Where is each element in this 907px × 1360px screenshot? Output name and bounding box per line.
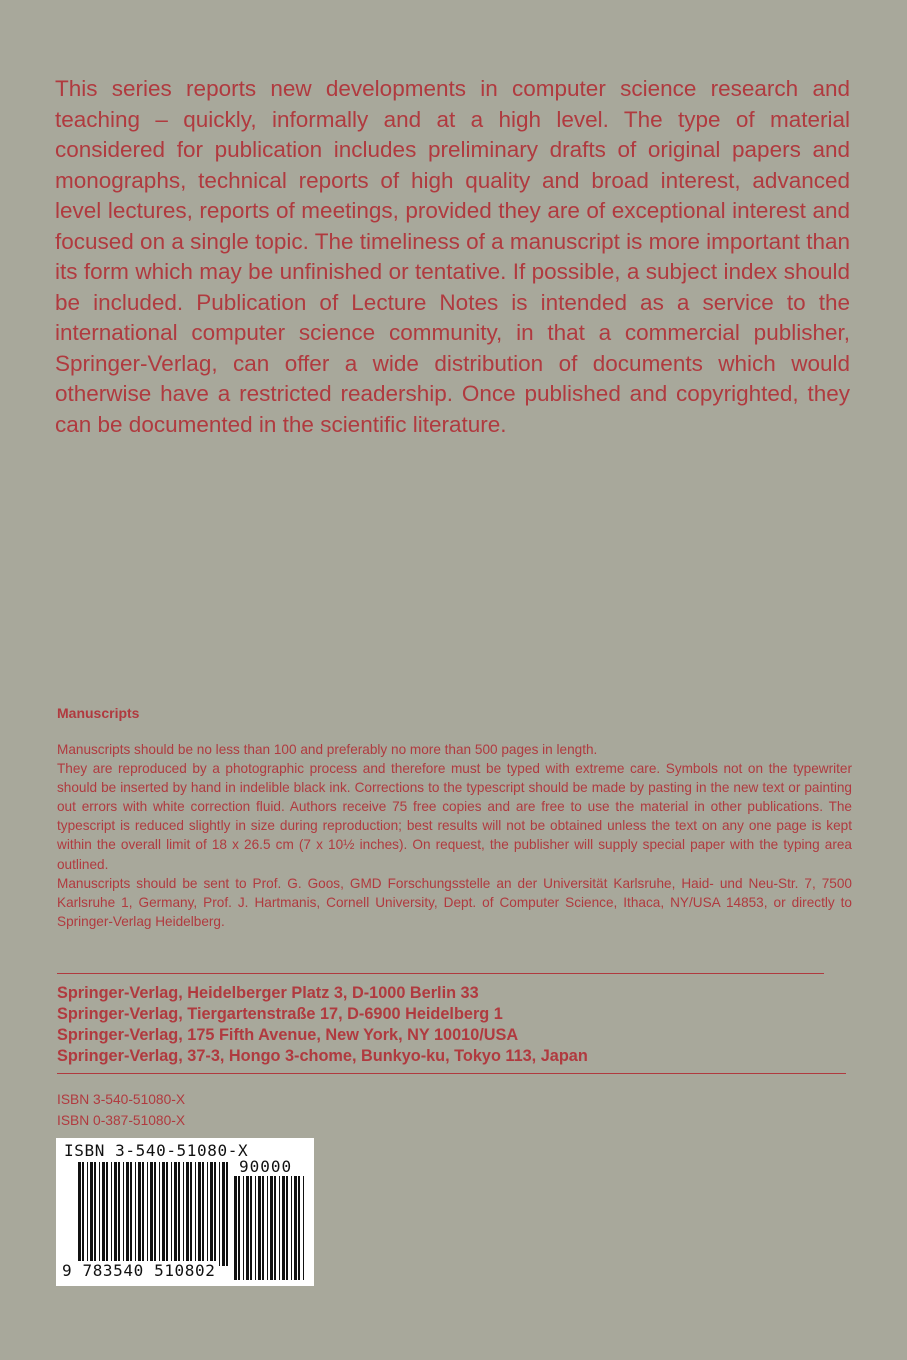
- manuscripts-typing-paragraph: They are reproduced by a photographic process and therefore must be typed with extreme care. Symbols not on the typewriter should be inserted by hand in indelible black ink. Corrections to the typescript should be made by pasting in the new text or painting out errors with white correction fluid. Authors receive 75 free copies and are free to use the material in other publications. The typescript is reduced slightly in size during reproduction; best results will not be obtained unless the text on any one page is kept within the overall limit of 18 x 26.5 cm (7 x 10½ inches). On request, the publisher will supply special paper with the typing area outlined.: [57, 761, 852, 872]
- isbn-springer-new-york: ISBN 0-387-51080-X: [57, 1113, 186, 1128]
- barcode-bar: [207, 1162, 208, 1266]
- barcode: [56, 1138, 314, 1286]
- barcode-bar: [171, 1162, 172, 1266]
- barcode-bar: [82, 1162, 84, 1266]
- barcode-bar: [114, 1162, 117, 1266]
- barcode-bar: [303, 1176, 304, 1280]
- barcode-bar: [226, 1162, 228, 1266]
- barcode-bar: [154, 1162, 156, 1266]
- barcode-bar: [255, 1176, 256, 1280]
- barcode-bar: [291, 1176, 292, 1280]
- address-tokyo: Springer-Verlag, 37-3, Hongo 3-chome, Bunkyo-ku, Tokyo 113, Japan: [57, 1047, 588, 1065]
- barcode-bar: [214, 1162, 216, 1266]
- barcode-bar: [210, 1162, 213, 1266]
- barcode-bar: [90, 1162, 93, 1266]
- barcode-bar: [147, 1162, 148, 1266]
- divider-top: [57, 973, 824, 974]
- barcode-bar: [243, 1176, 244, 1280]
- barcode-bar: [106, 1162, 108, 1266]
- barcode-bar: [150, 1162, 153, 1266]
- barcode-bar: [250, 1176, 252, 1280]
- barcode-bar: [219, 1162, 220, 1266]
- barcode-bar: [262, 1176, 264, 1280]
- barcode-addon-digits: 90000: [239, 1157, 293, 1176]
- barcode-bar: [99, 1162, 100, 1266]
- barcode-bar: [282, 1176, 285, 1280]
- barcode-bar: [159, 1162, 160, 1266]
- barcode-bar: [142, 1162, 144, 1266]
- barcode-bar: [130, 1162, 132, 1266]
- barcode-bar: [111, 1162, 112, 1266]
- barcode-bar: [94, 1162, 96, 1266]
- barcode-bar: [190, 1162, 192, 1266]
- barcode-bar: [234, 1176, 237, 1280]
- manuscripts-section: [57, 740, 852, 931]
- barcode-bar: [123, 1162, 124, 1266]
- barcode-bar: [294, 1176, 297, 1280]
- barcode-bar: [270, 1176, 273, 1280]
- barcode-bar: [174, 1162, 177, 1266]
- publisher-addresses: [57, 983, 588, 1067]
- barcode-bar: [87, 1162, 88, 1266]
- address-heidelberg: Springer-Verlag, Tiergartenstraße 17, D-6900 Heidelberg 1: [57, 1005, 503, 1023]
- barcode-bar: [186, 1162, 189, 1266]
- barcode-bar: [298, 1176, 300, 1280]
- manuscripts-length-paragraph: Manuscripts should be no less than 100 and preferably no more than 500 pages in length.: [57, 742, 598, 757]
- barcode-bar: [102, 1162, 105, 1266]
- isbn-list: [57, 1089, 185, 1131]
- barcode-bar: [126, 1162, 129, 1266]
- barcode-bar: [238, 1176, 240, 1280]
- barcode-bar: [135, 1162, 136, 1266]
- isbn-springer-berlin: ISBN 3-540-51080-X: [57, 1092, 186, 1107]
- barcode-bar: [198, 1162, 201, 1266]
- barcode-bar: [162, 1162, 165, 1266]
- address-berlin: Springer-Verlag, Heidelberger Platz 3, D-1000 Berlin 33: [57, 984, 479, 1002]
- barcode-bar: [286, 1176, 288, 1280]
- divider-bottom: [57, 1073, 846, 1074]
- manuscripts-submission-paragraph: Manuscripts should be sent to Prof. G. Goos, GMD Forschungsstelle an der Universität Karlsruhe, Haid- und Neu-Str. 7, 7500 Karlsruhe 1, Germany, Prof. J. Hartmanis, Cornell University, Dept. of Computer Science, Ithaca, NY/USA 14853, or directly to Springer-Verlag Heidelberg.: [57, 875, 852, 929]
- barcode-bar: [195, 1162, 196, 1266]
- barcode-bar: [222, 1162, 225, 1266]
- barcode-bar: [279, 1176, 280, 1280]
- barcode-isbn-text: ISBN 3-540-51080-X: [64, 1141, 249, 1160]
- barcode-bar: [138, 1162, 141, 1266]
- barcode-bar: [118, 1162, 120, 1266]
- address-new-york: Springer-Verlag, 175 Fifth Avenue, New York, NY 10010/USA: [57, 1026, 519, 1044]
- barcode-bar: [183, 1162, 184, 1266]
- barcode-bar: [246, 1176, 249, 1280]
- barcode-ean-digits: 9 783540 510802: [62, 1261, 216, 1280]
- barcode-bar: [258, 1176, 261, 1280]
- barcode-bar: [267, 1176, 268, 1280]
- series-description: This series reports new developments in computer science research and teaching – quickly, informally and at a high level. The type of material considered for publication includes preliminary drafts of original papers and monographs, technical reports of high quality and broad interest, advanced level lectures, reports of meetings, provided they are of exceptional interest and focused on a single topic. The timeliness of a manuscript is more important than its form which may be unfinished or tentative. If possible, a subject index should be included. Publication of Lecture Notes is intended as a service to the international computer science community, in that a commercial publisher, Springer-Verlag, can offer a wide distribution of documents which would otherwise have a restricted readership. Once published and copyrighted, they can be documented in the scientific literature.: [55, 76, 850, 437]
- barcode-bar: [78, 1162, 81, 1266]
- manuscripts-heading: Manuscripts: [57, 705, 140, 721]
- barcode-bar: [274, 1176, 276, 1280]
- barcode-bar: [178, 1162, 180, 1266]
- barcode-bar: [166, 1162, 168, 1266]
- barcode-bar: [202, 1162, 204, 1266]
